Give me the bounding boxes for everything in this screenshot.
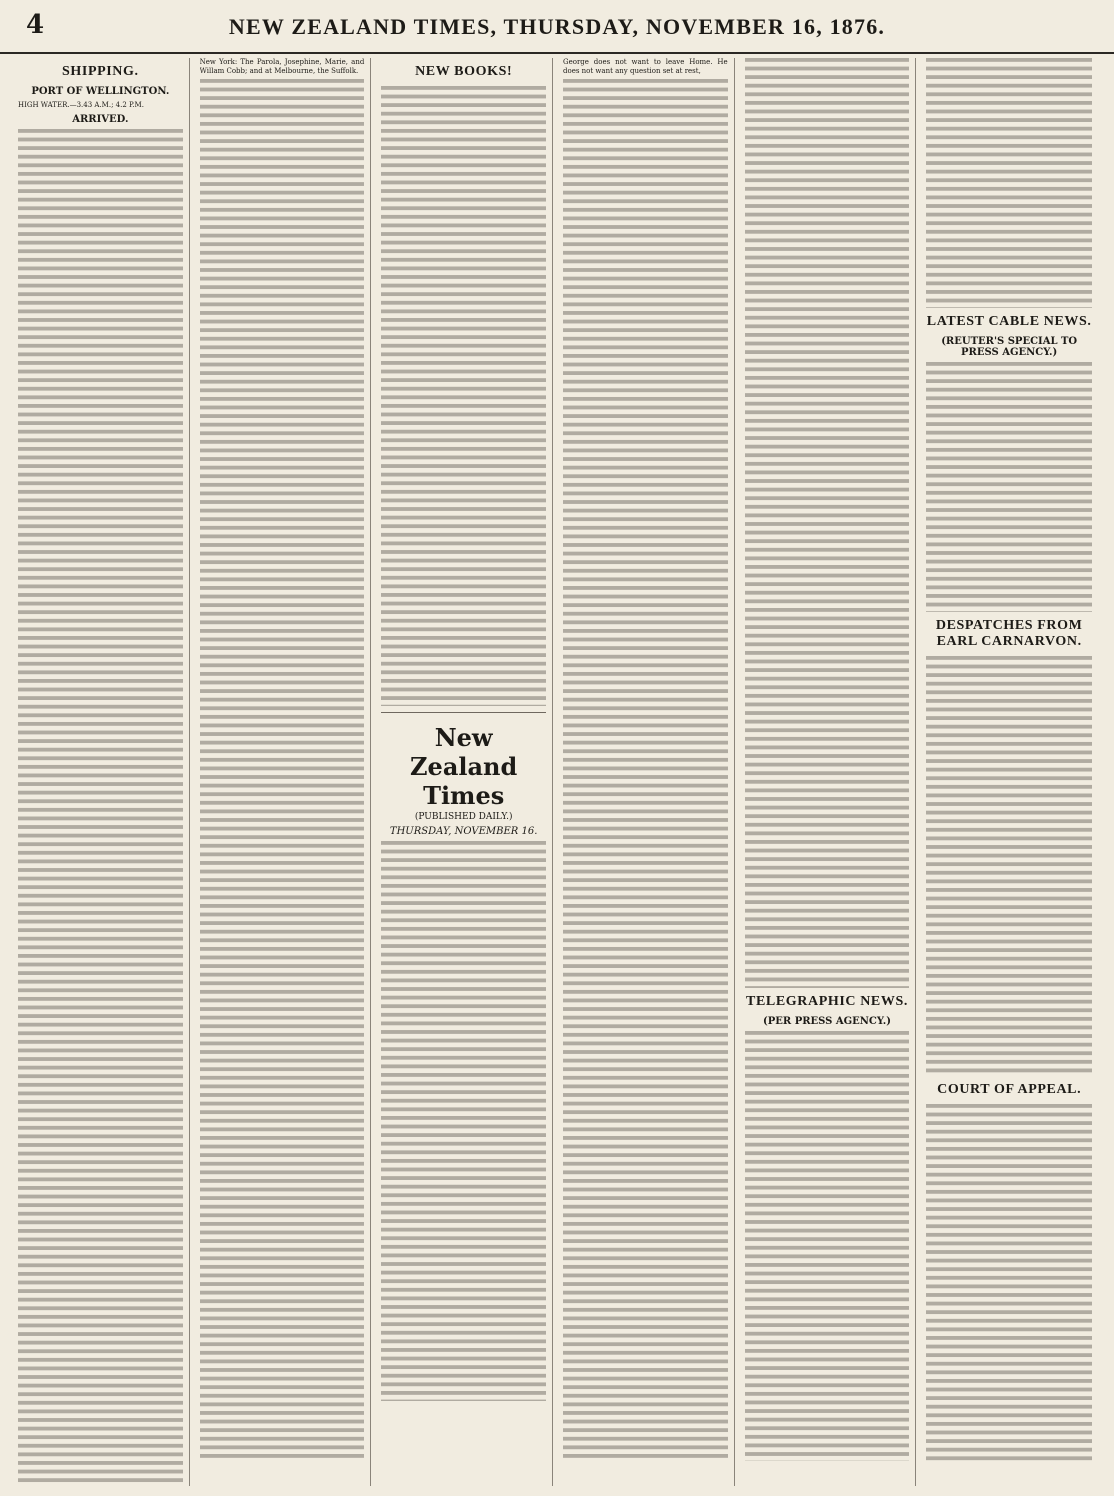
column-6 <box>926 58 1098 1486</box>
column-4-lead: George does not want to leave Home. He does not want any question set at rest, <box>563 58 728 75</box>
dateline: THURSDAY, NOVEMBER 16. <box>389 826 538 837</box>
advertisements-block <box>381 86 546 706</box>
cable-news-text-block <box>926 362 1092 612</box>
column-2-text-block <box>200 79 365 1459</box>
divider <box>381 712 546 713</box>
column-4 <box>563 58 735 1486</box>
columns <box>18 58 1098 1486</box>
column-2 <box>200 58 372 1486</box>
high-water-line: HIGH WATER.—3.43 A.M.; 4.2 P.M. <box>18 101 144 109</box>
court-appeal-text-block <box>926 1104 1092 1464</box>
newspaper-title: NEW ZEALAND TIMES, THURSDAY, NOVEMBER 16, 1876. <box>228 14 886 39</box>
port-subheading: PORT OF WELLINGTON. <box>31 86 170 97</box>
arrived-heading: ARRIVED. <box>72 113 129 125</box>
editorial-text-block <box>381 841 546 1401</box>
shipping-text-block <box>18 129 183 1486</box>
shipping-heading: SHIPPING. <box>62 64 139 79</box>
column-5-text-block <box>745 58 910 988</box>
paper-flag-sub: (PUBLISHED DAILY.) <box>414 812 513 822</box>
page-number: 4 <box>26 10 45 40</box>
column-6-top-text <box>926 58 1092 308</box>
cable-news-heading: LATEST CABLE NEWS. <box>926 314 1092 329</box>
despatches-text-block <box>926 656 1092 1076</box>
column-3 <box>381 58 553 1486</box>
telegraphic-heading: TELEGRAPHIC NEWS. <box>746 994 908 1009</box>
column-1 <box>18 58 190 1486</box>
new-books-heading: NEW BOOKS! <box>415 64 513 79</box>
despatches-heading: DESPATCHES FROM EARL CARNARVON. <box>935 618 1083 649</box>
telegraphic-subheading: (PER PRESS AGENCY.) <box>763 1016 891 1027</box>
column-2-lead: New York: The Parola, Josephine, Marie, and Willam Cobb; and at Melbourne, the Suffolk. <box>199 58 365 75</box>
paper-flag: New Zealand Times <box>410 723 518 810</box>
column-5 <box>745 58 917 1486</box>
masthead <box>0 0 1114 54</box>
court-appeal-heading: COURT OF APPEAL. <box>937 1082 1082 1097</box>
telegraphic-text-block <box>745 1031 910 1461</box>
cable-news-subheading: (REUTER'S SPECIAL TO PRESS AGENCY.) <box>941 336 1078 358</box>
column-4-text-block <box>563 79 728 1459</box>
